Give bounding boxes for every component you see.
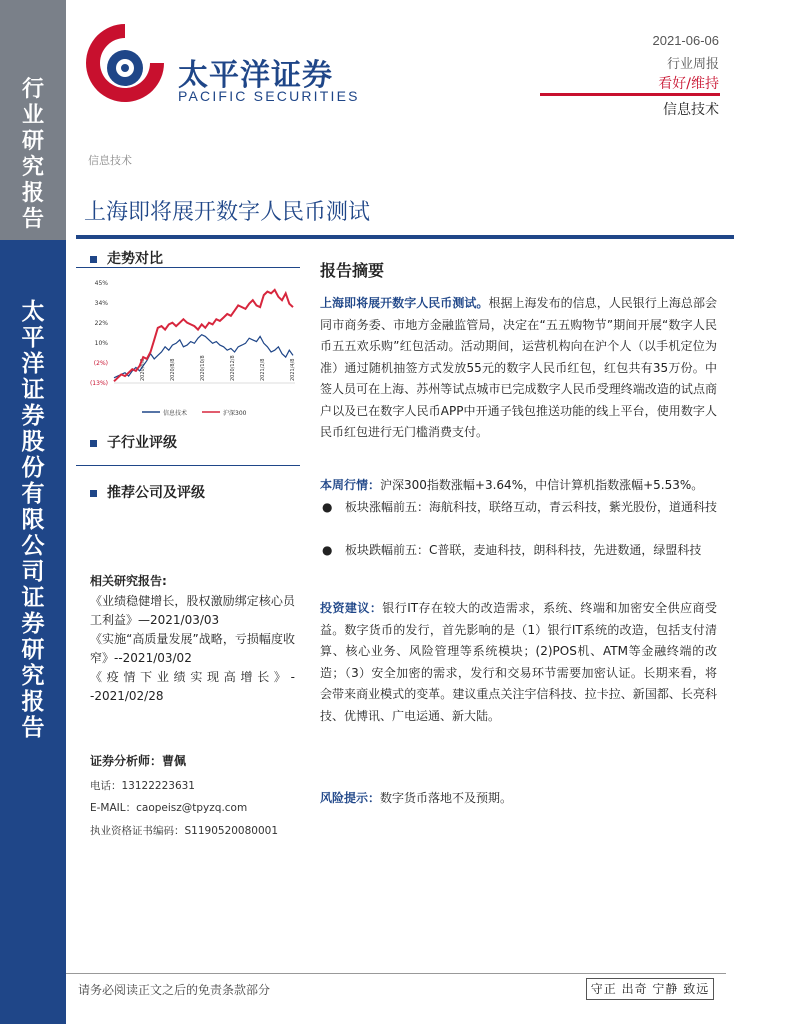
losers-bullet: ● 板块跌幅前五：C普联，麦迪科技，朗科科技，先进数通，绿盟科技 <box>320 540 717 562</box>
y-tick-label: (13%) <box>89 380 108 387</box>
related-reports-heading: 相关研究报告: <box>90 574 167 588</box>
sub-industry-heading: 子行业评级 <box>90 432 177 452</box>
y-tick-label: 22% <box>94 320 108 327</box>
page-title: 上海即将展开数字人民币测试 <box>84 200 371 225</box>
brand-name-cn: 太平洋证券 <box>178 58 333 93</box>
industry-rating: 看好/维持 <box>658 76 719 92</box>
y-tick-label: (2%) <box>93 360 108 367</box>
analyst-name: 证券分析师：曹佩 <box>90 754 187 768</box>
sidebar-report-label: 行 业 研 究 报 告 <box>21 76 44 232</box>
trend-chart <box>80 275 295 423</box>
header-divider <box>540 93 720 96</box>
related-report-item[interactable]: 《业绩稳健增长，股权激励绑定核心员工利益》—2021/03/03 <box>90 594 295 627</box>
related-report-item[interactable]: 《实施“高质量发展”战略，亏损幅度收窄》--2021/03/02 <box>90 632 295 665</box>
title-rule <box>76 235 734 239</box>
y-tick-label: 34% <box>94 300 108 307</box>
bullet-square-icon <box>90 256 97 263</box>
x-tick-label: 2020/6/8 <box>140 358 146 381</box>
bullet-dot-icon: ● <box>322 500 333 514</box>
footer-motto: 守正 出奇 宁静 致远 <box>586 978 714 1000</box>
risk-paragraph: 风险提示：数字货币落地不及预期。 <box>320 791 513 805</box>
keyword: 上海即将展开数字人民币测试。 <box>320 296 489 310</box>
recommend-heading: 推荐公司及评级 <box>90 482 205 502</box>
industry-name: 信息技术 <box>663 102 719 118</box>
investment-advice-paragraph: 投资建议：银行IT存在较大的改造需求，系统、终端和加密安全供应商受益。数字货币的发行，首先影响的是（1）银行IT系统的改造，包括支付清算、核心业务、风险管理等系统模块；(2)POS机、ATM等金融终端的改造；（3）安全加密的需求，发行和交易环节需要加密认证。长期来看，将会带来商业模式的变革。建议重点关注宇信科技、拉卡拉、新国都、长亮科技、优博讯、广电运通、新大陆。 <box>320 601 717 723</box>
y-tick-label: 10% <box>94 340 108 347</box>
keyword: 风险提示： <box>320 791 381 805</box>
bullet-square-icon <box>90 440 97 447</box>
trend-heading: 走势对比 <box>90 248 163 268</box>
analyst-phone: 电话：13122223631 <box>90 780 195 792</box>
x-tick-label: 2020/10/8 <box>200 355 206 381</box>
analyst-cert: 执业资格证书编码：S1190520080001 <box>90 825 279 837</box>
chart-legend <box>142 409 247 417</box>
y-tick-label: 45% <box>94 280 108 287</box>
report-type: 行业周报 <box>666 57 719 72</box>
weekly-market-paragraph: 本周行情：沪深300指数涨幅+3.64%，中信计算机指数涨幅+5.53%。 <box>320 478 704 492</box>
gainers-bullet: ● 板块涨幅前五：海航科技，联络互动，青云科技，紫光股份，道通科技 <box>320 497 717 519</box>
sub-industry-rule <box>76 465 300 466</box>
analyst-email[interactable]: E-MAIL：caopeisz@tpyzq.com <box>90 802 248 814</box>
abstract-paragraph-1: 上海即将展开数字人民币测试。根据上海发布的信息，人民银行上海总部会同市商务委、市地方金融监管局，决定在“五五购物节”期间开展“数字人民币五五欢乐购”红包活动。活动期间，运营机构向在沪个人（以手机定位为准）通过随机抽签方式发放55元的数字人民币红包，红包共有35万份。中签人员可在上海、苏州等试点城市已完成数字人民币受理终端改造的试点商户以及已在数字人民币APP中开通子钱包推送功能的线上平台，使用数字人民币红包进行无门槛消费支付。 <box>320 296 717 439</box>
x-tick-label: 2021/2/8 <box>260 358 266 381</box>
sidebar-company-label: 太 平 洋 证 券 股 份 有 限 公 司 证 券 研 究 报 告 <box>21 298 45 741</box>
brand-name-en: PACIFIC SECURITIES <box>178 88 360 104</box>
related-report-item[interactable]: 《疫情下业绩实现高增长》--2021/02/28 <box>90 670 295 703</box>
bullet-square-icon <box>90 490 97 497</box>
keyword: 本周行情： <box>320 478 381 492</box>
x-tick-label: 2021/4/8 <box>290 358 296 381</box>
pacific-securities-logo-icon <box>80 18 170 108</box>
legend-label-hs300: 沪深300 <box>223 410 247 417</box>
footer-disclaimer: 请务必阅读正文之后的免责条款部分 <box>78 983 271 997</box>
footer-rule <box>66 973 726 974</box>
bullet-dot-icon: ● <box>322 543 333 557</box>
report-date: 2021-06-06 <box>652 33 719 48</box>
legend-label-info-tech: 信息技术 <box>163 410 188 417</box>
x-tick-label: 2020/12/8 <box>230 355 236 381</box>
keyword: 投资建议： <box>320 601 383 615</box>
x-tick-label: 2020/8/8 <box>170 358 176 381</box>
section-label: 信息技术 <box>88 154 132 167</box>
trend-rule <box>76 267 300 268</box>
related-reports-list <box>90 592 295 706</box>
abstract-title: 报告摘要 <box>320 261 385 280</box>
